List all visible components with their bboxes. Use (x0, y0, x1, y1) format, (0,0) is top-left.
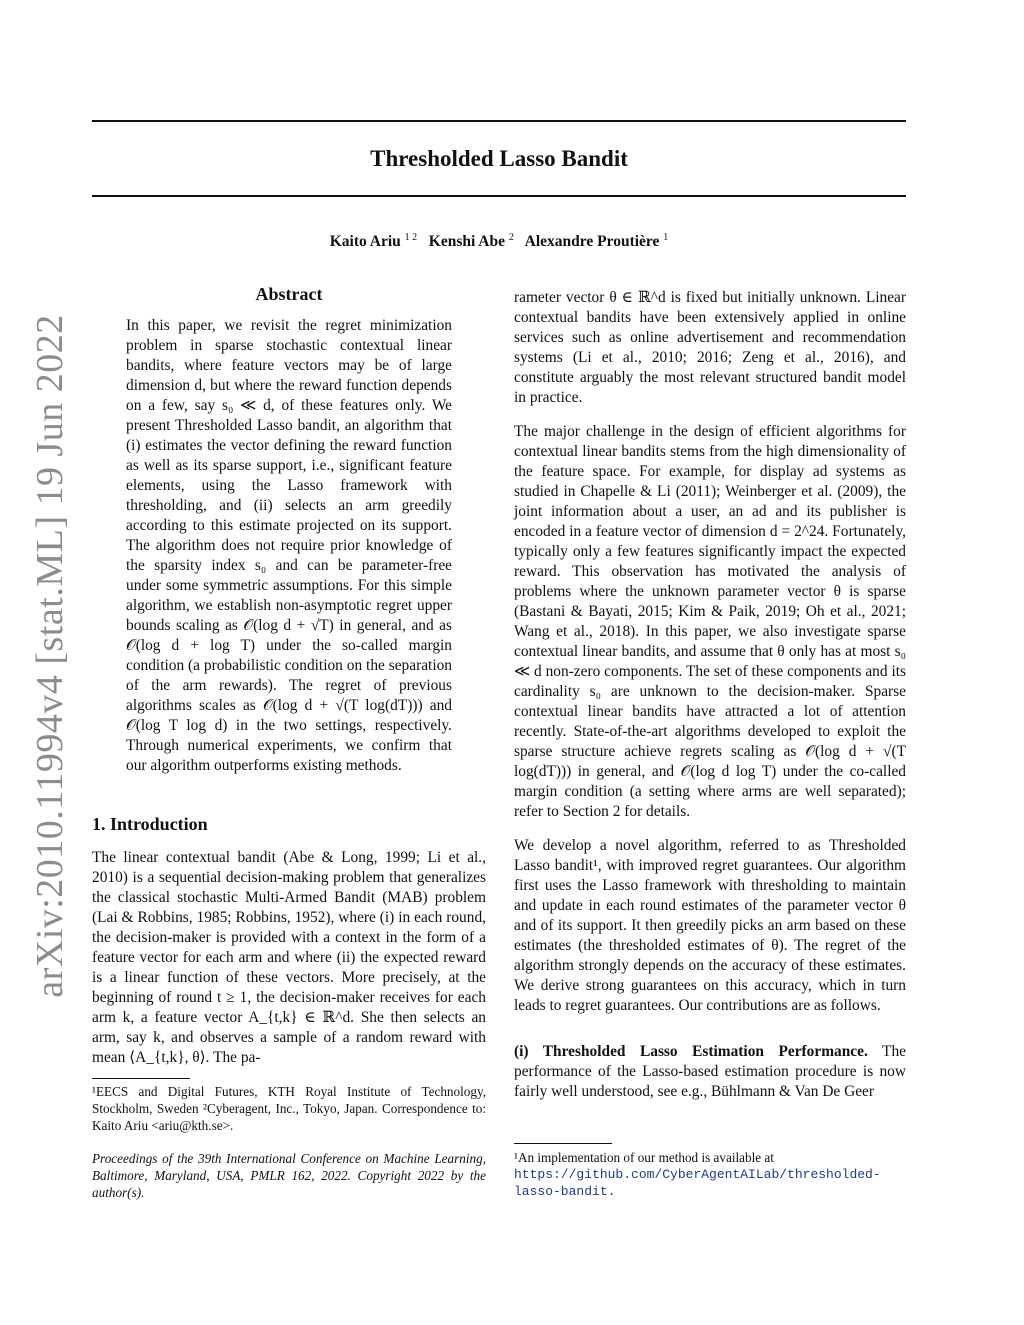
author-affiliation: 1 2 (404, 232, 418, 243)
affiliation-footnote-text: ¹EECS and Digital Futures, KTH Royal Institute of Technology, Stockholm, Sweden ²Cyberagent, Inc., Tokyo, Japan. Correspondence to: Kaito Ariu <ariu@kth.se>. (92, 1084, 486, 1133)
title-top-rule (92, 120, 906, 122)
abstract-text: In this paper, we revisit the regret minimization problem in sparse stochastic contextual linear bandits, where feature vectors may be of large dimension d, but where the reward function depends on a few, say s₀ ≪ d, of these features only. We present Thresholded Lasso bandit, an algorithm that (i) estimates the vector defining the reward function as well as its sparse support, i.e., significant feature elements, using the Lasso framework with thresholding, and (ii) selects an arm greedily according to this estimate projected on its support. The algorithm does not require prior knowledge of the sparsity index s₀ and can be parameter-free under some symmetric assumptions. For this simple algorithm, we establish non-asymptotic regret upper bounds scaling as 𝒪(log d + √T) in general, and as 𝒪(log d + log T) under the so-called margin condition (a probabilistic condition on the separation of the arm rewards). The regret of previous algorithms scales as 𝒪(log d + √(T log(dT))) and 𝒪(log T log d) in the two settings, respectively. Through numerical experiments, we confirm that our algorithm outperforms existing methods. (126, 317, 452, 774)
title-bottom-rule (92, 195, 906, 197)
intro-left-column (92, 848, 486, 1068)
implementation-footnote (514, 1149, 906, 1200)
intro-paragraph: rameter vector θ ∈ ℝ^d is fixed but initially unknown. Linear contextual bandits have been extensively applied in online services such as online advertisement and recommendation systems (Li et al., 2010; 2016; Zeng et al., 2016), and constitute arguably the most relevant structured bandit model in practice. (514, 289, 906, 406)
author-name: Kaito Ariu (329, 233, 401, 251)
implementation-link[interactable]: https://github.com/CyberAgentAILab/thresholded-lasso-bandit. (514, 1167, 881, 1199)
section-heading-introduction: 1. Introduction (92, 814, 208, 834)
contribution-heading: (i) Thresholded Lasso Estimation Performance. (514, 1043, 868, 1060)
intro-right-column (514, 288, 906, 1102)
author-affiliation: 1 (663, 232, 669, 243)
abstract-body (126, 316, 452, 776)
footnote-rule (514, 1143, 612, 1144)
implementation-footnote-text: ¹An implementation of our method is available at (514, 1150, 774, 1165)
author-name: Alexandre Proutière (524, 233, 660, 251)
affiliation-footnote (92, 1083, 486, 1134)
intro-paragraph: The major challenge in the design of efficient algorithms for contextual linear bandits stems from the high dimensionality of the feature space. For example, for display ad systems as studied in Chapelle & Li (2011); Weinberger et al. (2009), the joint information about a user, an ad and its publisher is encoded in a feature vector of dimension d = 2^24. Fortunately, typically only a few features significantly impact the expected reward. This observation has motivated the analysis of problems where the unknown parameter vector θ is sparse (Bastani & Bayati, 2015; Kim & Paik, 2019; Oh et al., 2021; Wang et al., 2018). In this paper, we also investigate sparse contextual linear bandits, and assume that θ only has at most s₀ ≪ d non-zero components. The set of these components and its cardinality s₀ are unknown to the decision-maker. Sparse contextual linear bandits have attracted a lot of attention recently. State-of-the-art algorithms developed to exploit the sparse structure achieve regrets scaling as 𝒪(log d + √(T log(dT))) in general, and 𝒪(log d log T) under the co-called margin condition (a setting where arms are well separated); refer to Section 2 for details. (514, 423, 906, 820)
abstract-heading: Abstract (255, 284, 323, 304)
proceedings-text: Proceedings of the 39th International Conference on Machine Learning, Baltimore, Maryland, USA, PMLR 162, 2022. Copyright 2022 by the author(s). (92, 1151, 486, 1200)
paper-title: Thresholded Lasso Bandit (370, 146, 628, 171)
footnote-rule (92, 1078, 190, 1079)
intro-paragraph: We develop a novel algorithm, referred to as Thresholded Lasso bandit¹, with improved regret guarantees. Our algorithm first uses the Lasso framework with thresholding to maintain and update in each round estimates of the parameter vector θ and of its support. It then greedily picks an arm based on these estimates (the thresholded estimates of θ). The regret of the algorithm strongly depends on the accuracy of these estimates. We derive strong guarantees on this accuracy, which in turn leads to regret guarantees. Our contributions are as follows. (514, 837, 906, 1014)
contribution-paragraph (514, 1042, 906, 1102)
proceedings-note (92, 1150, 486, 1201)
author-name: Kenshi Abe (428, 233, 505, 251)
intro-paragraph: The linear contextual bandit (Abe & Long, 1999; Li et al., 2010) is a sequential decision-making problem that generalizes the classical stochastic Multi-Armed Bandit (MAB) problem (Lai & Robbins, 1985; Robbins, 1952), where (i) in each round, the decision-maker is provided with a context in the form of a feature vector for each arm and where (ii) the expected reward is a linear function of these vectors. More precisely, at the beginning of round t ≥ 1, the decision-maker receives for each arm k, a feature vector A_{t,k} ∈ ℝ^d. She then selects an arm, say k, and observes a sample of a random reward with mean ⟨A_{t,k}, θ⟩. The pa- (92, 849, 486, 1066)
author-affiliation: 2 (508, 232, 514, 243)
contribution-text: The performance of the Lasso-based estimation procedure is now fairly well understood, see e.g., Bühlmann & Van De Geer (514, 1043, 906, 1100)
arxiv-stamp: arXiv:2010.11994v4 [stat.ML] 19 Jun 2022 (29, 314, 71, 998)
author-list (92, 232, 906, 251)
